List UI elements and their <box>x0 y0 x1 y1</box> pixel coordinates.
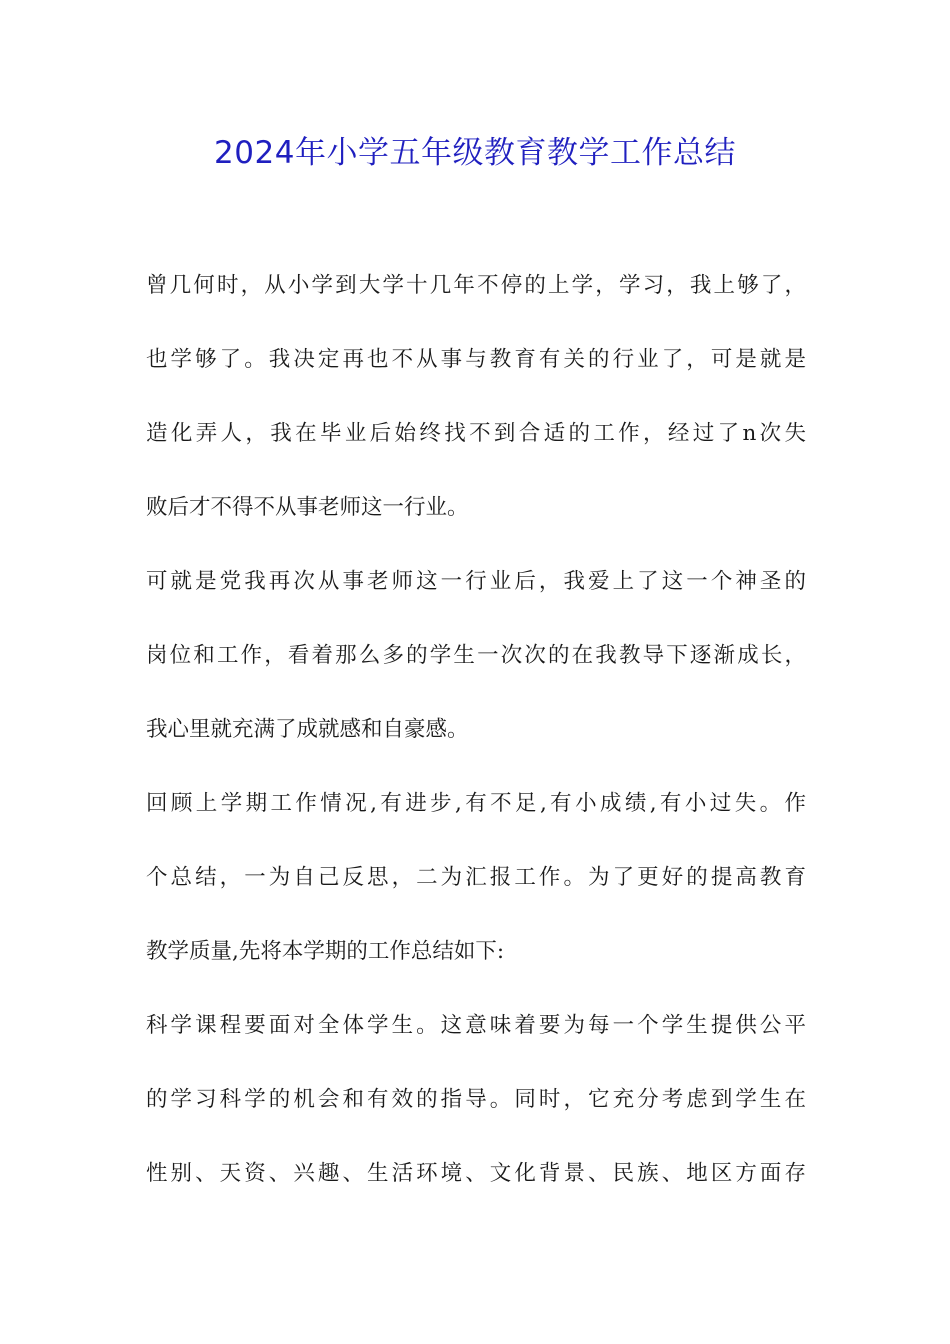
paragraph-line: 个总结，一为自己反思，二为汇报工作。为了更好的提高教育 <box>146 865 806 890</box>
paragraph-line: 造化弄人，我在毕业后始终找不到合适的工作，经过了n次失 <box>146 421 806 446</box>
paragraph-line: 教学质量,先将本学期的工作总结如下: <box>146 939 505 964</box>
paragraph-line: 败后才不得不从事老师这一行业。 <box>146 495 469 520</box>
paragraph-line: 也学够了。我决定再也不从事与教育有关的行业了，可是就是 <box>146 347 806 372</box>
paragraph-line: 性别、天资、兴趣、生活环境、文化背景、民族、地区方面存 <box>146 1161 806 1186</box>
paragraph-line: 曾几何时，从小学到大学十几年不停的上学，学习，我上够了， <box>146 273 806 298</box>
paragraph-line: 科学课程要面对全体学生。这意味着要为每一个学生提供公平 <box>146 1013 806 1038</box>
paragraph-line: 可就是党我再次从事老师这一行业后，我爱上了这一个神圣的 <box>146 569 806 594</box>
paragraph-line: 岗位和工作，看着那么多的学生一次次的在我教导下逐渐成长， <box>146 643 806 668</box>
document-title: 2024年小学五年级教育教学工作总结 <box>214 135 736 171</box>
paragraph-line: 我心里就充满了成就感和自豪感。 <box>146 717 469 742</box>
paragraph-line: 的学习科学的机会和有效的指导。同时，它充分考虑到学生在 <box>146 1087 806 1112</box>
paragraph-line: 回顾上学期工作情况,有进步,有不足,有小成绩,有小过失。作 <box>146 791 806 816</box>
